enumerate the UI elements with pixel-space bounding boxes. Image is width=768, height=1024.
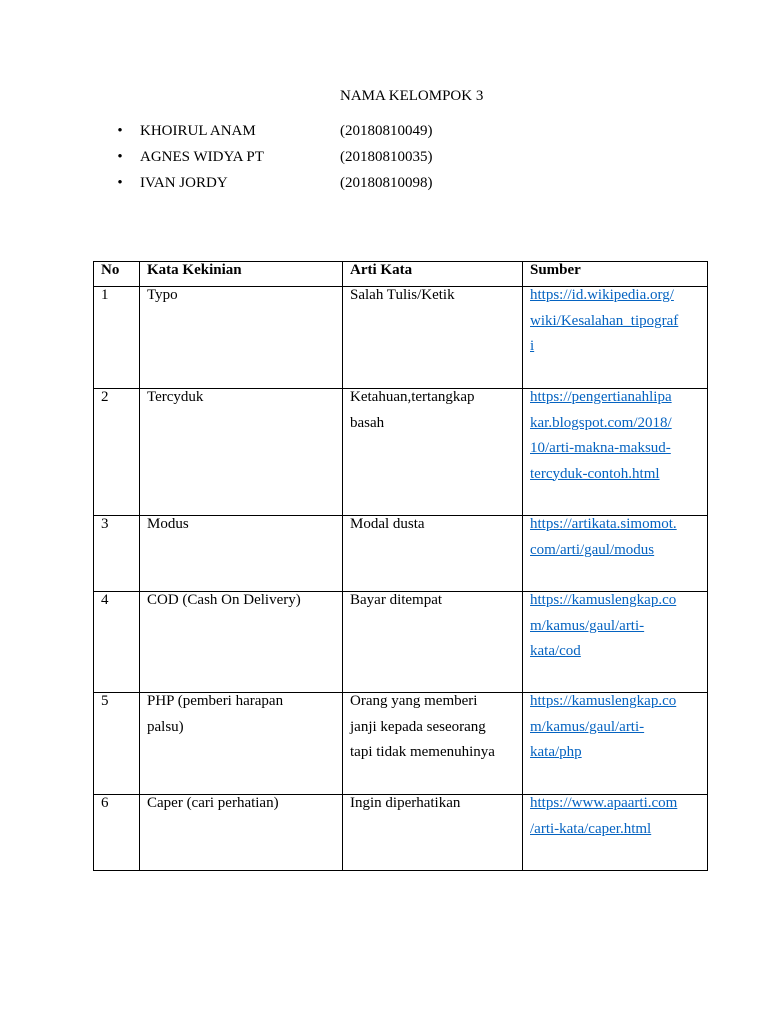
cell-sumber <box>523 516 708 592</box>
cell-content <box>101 385 132 411</box>
cell-content <box>147 791 335 817</box>
arti-kata-text: Salah Tulis/Ketik <box>350 287 455 303</box>
page-title: NAMA KELOMPOK 3 <box>340 88 484 104</box>
source-link-line[interactable]: /arti-kata/caper.html <box>530 820 652 837</box>
source-link-line[interactable]: m/kamus/gaul/arti- <box>530 617 645 634</box>
source-link-line[interactable]: wiki/Kesalahan_tipograf <box>530 312 679 329</box>
bullet-icon <box>114 144 126 170</box>
cell-content <box>350 385 515 436</box>
cell-no <box>94 795 140 871</box>
source-link[interactable] <box>530 283 700 360</box>
member-id: (20180810035) <box>340 149 433 165</box>
row-number: 3 <box>101 516 109 532</box>
arti-kata-text: basah <box>350 414 385 431</box>
table-row <box>94 795 708 871</box>
arti-kata-text: Modal dusta <box>350 516 425 532</box>
kata-kekinian-table <box>93 261 708 871</box>
arti-kata-text: Bayar ditempat <box>350 592 443 608</box>
source-link-line[interactable]: https://id.wikipedia.org/ <box>530 287 674 303</box>
source-link[interactable] <box>530 385 700 487</box>
source-link-line[interactable]: i <box>530 338 535 354</box>
source-link-line[interactable]: kata/php <box>530 744 582 760</box>
cell-content <box>350 512 515 538</box>
bullet-icon <box>114 170 126 196</box>
source-link-line[interactable]: m/kamus/gaul/arti- <box>530 718 645 735</box>
kata-kekinian-text: palsu) <box>147 718 184 735</box>
arti-kata-text: janji kepada seseorang <box>350 718 486 735</box>
kata-kekinian-text: Typo <box>147 287 178 303</box>
source-link-line[interactable]: com/arti/gaul/modus <box>530 541 655 558</box>
source-link[interactable] <box>530 588 700 665</box>
cell-content <box>101 791 132 817</box>
kata-kekinian-text: Modus <box>147 516 189 532</box>
cell-content <box>350 588 515 614</box>
cell-sumber <box>523 389 708 516</box>
source-link-line[interactable]: kar.blogspot.com/2018/ <box>530 414 672 431</box>
kata-kekinian-text: Tercyduk <box>147 389 204 405</box>
cell-content <box>350 258 515 284</box>
cell-content <box>530 791 700 842</box>
header-kata-kekinian-label: Kata Kekinian <box>147 262 242 278</box>
cell-kata-kekinian <box>140 592 343 693</box>
member-id: (20180810049) <box>340 123 433 139</box>
cell-content <box>350 689 515 766</box>
cell-arti-kata <box>343 516 523 592</box>
cell-no <box>94 389 140 516</box>
cell-content <box>147 588 335 614</box>
bullet-icon <box>114 118 126 144</box>
cell-content <box>530 283 700 360</box>
cell-content <box>530 512 700 563</box>
source-link-line[interactable]: https://pengertianahlipa <box>530 389 672 405</box>
row-number: 6 <box>101 795 109 811</box>
cell-content <box>147 283 335 309</box>
cell-kata-kekinian <box>140 389 343 516</box>
cell-content <box>530 258 700 284</box>
cell-content <box>350 283 515 309</box>
cell-arti-kata <box>343 795 523 871</box>
cell-no <box>94 693 140 795</box>
member-name: KHOIRUL ANAM <box>140 123 256 139</box>
cell-sumber <box>523 592 708 693</box>
cell-sumber <box>523 287 708 389</box>
header-arti-kata-label: Arti Kata <box>350 262 413 278</box>
cell-content <box>147 689 335 740</box>
cell-arti-kata <box>343 693 523 795</box>
arti-kata-text: Orang yang memberi <box>350 693 478 709</box>
source-link-line[interactable]: https://www.apaarti.com <box>530 795 678 811</box>
source-link-line[interactable]: tercyduk-contoh.html <box>530 465 660 482</box>
kata-kekinian-text: COD (Cash On Delivery) <box>147 592 301 608</box>
cell-content <box>530 588 700 665</box>
member-list <box>0 118 768 196</box>
cell-content <box>101 512 132 538</box>
cell-content <box>530 385 700 487</box>
cell-no <box>94 592 140 693</box>
table-row <box>94 592 708 693</box>
arti-kata-text: Ingin diperhatikan <box>350 795 461 811</box>
cell-content <box>350 791 515 817</box>
member-id: (20180810098) <box>340 175 433 191</box>
source-link[interactable] <box>530 689 700 766</box>
source-link-line[interactable]: 10/arti-makna-maksud- <box>530 440 671 456</box>
cell-content <box>101 283 132 309</box>
cell-content <box>101 689 132 715</box>
member-item <box>0 144 768 170</box>
kata-kekinian-text: Caper (cari perhatian) <box>147 795 279 811</box>
row-number: 5 <box>101 693 109 709</box>
arti-kata-text: Ketahuan,tertangkap <box>350 389 475 405</box>
member-name: AGNES WIDYA PT <box>140 149 264 165</box>
source-link-line[interactable]: https://artikata.simomot. <box>530 516 677 532</box>
header-no-label: No <box>101 262 120 278</box>
table-row <box>94 693 708 795</box>
cell-arti-kata <box>343 592 523 693</box>
cell-arti-kata <box>343 287 523 389</box>
kata-kekinian-text: PHP (pemberi harapan <box>147 693 284 709</box>
cell-sumber <box>523 693 708 795</box>
cell-content <box>147 512 335 538</box>
cell-content <box>147 258 335 284</box>
cell-content <box>147 385 335 411</box>
cell-kata-kekinian <box>140 516 343 592</box>
table-row <box>94 287 708 389</box>
source-link-line[interactable]: kata/cod <box>530 643 581 659</box>
source-link[interactable] <box>530 512 700 563</box>
source-link-line[interactable]: https://kamuslengkap.co <box>530 592 677 608</box>
header-sumber-label: Sumber <box>530 262 581 278</box>
cell-sumber <box>523 795 708 871</box>
arti-kata-text: tapi tidak memenuhinya <box>350 744 495 760</box>
row-number: 1 <box>101 287 109 303</box>
cell-kata-kekinian <box>140 693 343 795</box>
cell-content <box>101 588 132 614</box>
table-row <box>94 516 708 592</box>
source-link[interactable] <box>530 791 700 842</box>
table-row <box>94 389 708 516</box>
member-item <box>0 118 768 144</box>
source-link-line[interactable]: https://kamuslengkap.co <box>530 693 677 709</box>
row-number: 4 <box>101 592 109 608</box>
cell-no <box>94 287 140 389</box>
row-number: 2 <box>101 389 109 405</box>
member-item <box>0 170 768 196</box>
cell-content <box>530 689 700 766</box>
cell-no <box>94 516 140 592</box>
member-name: IVAN JORDY <box>140 175 228 191</box>
cell-content <box>101 258 132 284</box>
cell-kata-kekinian <box>140 795 343 871</box>
cell-arti-kata <box>343 389 523 516</box>
cell-kata-kekinian <box>140 287 343 389</box>
